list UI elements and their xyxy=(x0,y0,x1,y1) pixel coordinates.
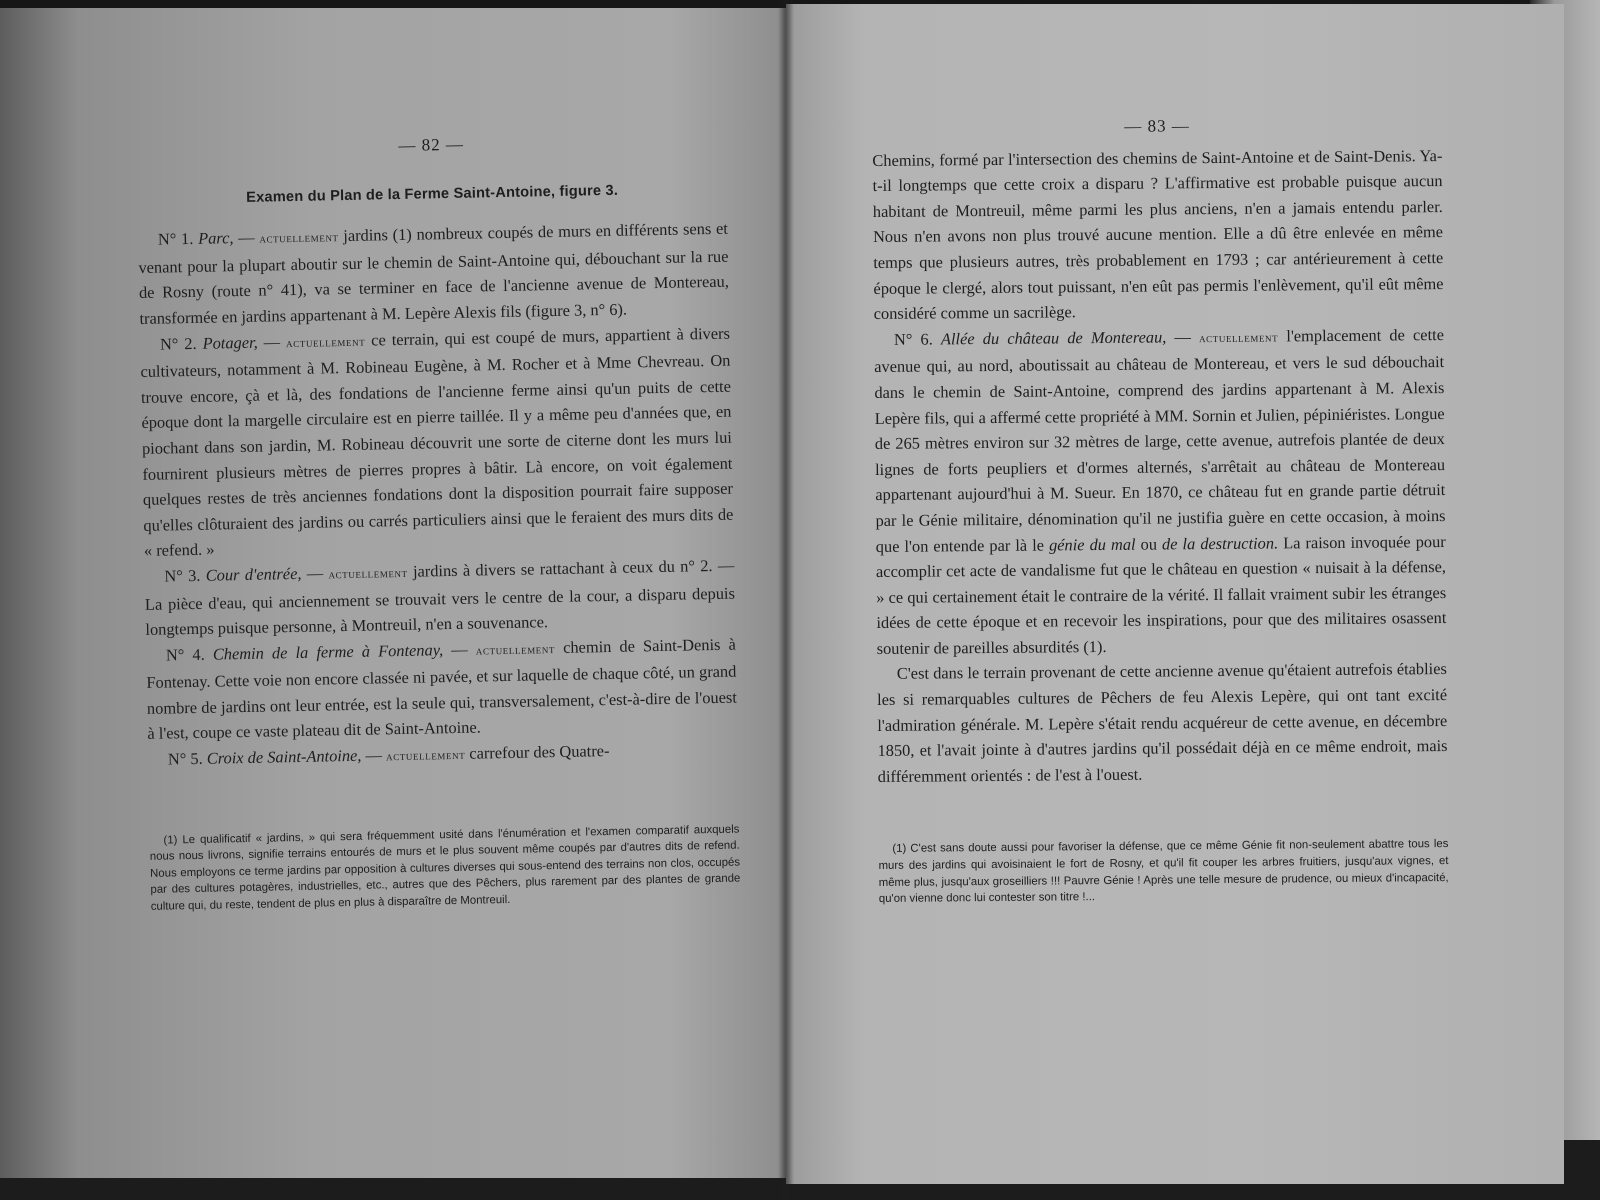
entry-number: N° 2. xyxy=(159,333,197,354)
entry-text: ce terrain, qui est coupé de murs, appartient à divers cultivateurs, notamment à M. Robineau Eugène, à M. Rocher et à Mme Chevreau. On trouve encore, çà et là, des fondations de l'ancienne ferme ainsi qu'un puits de cette époque dont la margelle circulaire est en pierre taillée. Il y a même peu d'années que, en piochant dans son jardin, M. Robineau découvrit une sorte de citerne dont les murs lui fournirent plusieurs mètres de pierres propres à bâtir. Là encore, on voit également quelques restes de très anciennes fondations dont la disposition pourrait faire supposer qu'elles clôturaient des jardins ou carrés particuliers ainsi que le feraient des murs dits de « refend. » xyxy=(140,323,734,561)
entry-emphasis-2: de la destruction. xyxy=(1161,532,1279,553)
entry-6 xyxy=(874,322,1447,662)
entry-number: N° 6. xyxy=(893,329,933,349)
page-number-right: — 83 — xyxy=(1124,116,1190,136)
entry-actuel: actuellement xyxy=(475,641,556,658)
entry-title: Croix de Saint-Antoine, xyxy=(206,745,362,768)
footnote-text: (1) Le qualificatif « jardins, » qui sera fréquemment usité dans l'énumération et l'examen comparatif auxquels nous nous livrons, signifie terrains entourés de murs et le plus souvent même coupés par d'autres dits de refend. Nous employons ce terme jardins par opposition à cultures diverses qui sous-entend des terrains non clos, occupés par des cultures potagères, industrielles, etc., autres que des Pêchers, plus rarement par des plantes de grande culture qui, du reste, tendent de plus en plus à disparaître de Montreuil. xyxy=(149,823,741,913)
entry-text-a: l'emplacement de cette avenue qui, au nord, aboutissait au château de Montereau, et vers le sud débouchait dans le chemin de Saint-Antoine, comprend des jardins appartenant à M. Alexis Lepère fils, qui a affermé cette propriété à MM. Sornin et Julien, pépiniéristes. Longue de 265 mètres environ sur 32 mètres de large, cette avenue, autrefois plantée de deux lignes de forts peupliers et d'ormes alternés, s'arrêtait au château de Montereau appartenant aujourd'hui à M. Sueur. En 1870, ce château fut en grande partie détruit par le Génie militaire, dénomination qu'il ne justifia guère en cette occasion, à moins que l'on entende par là le xyxy=(874,324,1446,556)
footnote-right xyxy=(878,836,1449,907)
book-gutter xyxy=(778,0,794,1200)
footnote-left xyxy=(149,821,740,915)
entry-text: jardins (1) nombreux coupés de murs en différents sens et venant pour la plupart aboutir sur le chemin de Saint-Antoine qui, débouchant sur la rue de Rosny (route n° 41), va se terminer en face de l'ancienne avenue de Montereau, transformée en jardins appartenant à M. Lepère Alexis fils (figure 3, n° 6). xyxy=(138,218,730,328)
entry-actuel: actuellement xyxy=(328,565,408,582)
entry-actuel: actuellement xyxy=(1198,330,1279,345)
entry-2 xyxy=(140,320,734,564)
entry-number: N° 4. xyxy=(165,644,205,665)
entry-ou: ou xyxy=(1140,534,1158,554)
right-page xyxy=(786,4,1564,1184)
page-number-left: — 82 — xyxy=(398,134,465,155)
left-page xyxy=(0,8,786,1178)
entry-number: N° 3. xyxy=(164,565,201,586)
entry-title: Potager, xyxy=(202,332,258,353)
entry-text-b: La raison invoquée pour accomplir cet acte de vandalisme fut que le château en question « nuisait à la défense, » ce qui certainement était le contraire de la vérité. Il fallait vraiment subir les étranges idées de cette époque et en recevoir les inspirations, pour que des militaires osassent soutenir de pareilles absurdités (1). xyxy=(875,531,1447,658)
entry-4 xyxy=(146,631,738,747)
entry-text: jardins à divers se rattachant à ceux du n° 2. — La pièce d'eau, qui anciennement se trouvait vers le centre de la cour, a disparu depuis longtemps puisque personne, à Montreuil, n'en a souvenance. xyxy=(144,555,736,640)
entry-emphasis-1: génie du mal xyxy=(1048,534,1136,554)
entry-title: Parc, xyxy=(197,228,234,249)
entry-dash: — xyxy=(365,745,383,765)
footnote-text: (1) C'est sans doute aussi pour favoriser la défense, que ce même Génie fit non-seulement abattre tous les murs des jardins qui avoisinaient le fort de Rosny, et qu'il fit couper les arbres fruitiers, jusqu'aux vignes, et même plus, jusqu'aux groseilliers !!! Pauvre Génie ! Après une telle mesure de prudence, ou mieux d'incapacité, qu'on vienne donc lui contester son titre !... xyxy=(878,838,1449,906)
entry-text: carrefour des Quatre- xyxy=(469,741,610,763)
continuation-paragraph: Chemins, formé par l'intersection des chemins de Saint-Antoine et de Saint-Denis. Ya-t-il longtemps que cette croix a disparu ? L'affirmative est probable puisque aucun habitant de Montreuil, même parmi les plus anciens, n'en a jamais entendu parler. Nous n'en avons non plus trouvé aucune mention. Elle a dû être enlevée en même temps que plusieurs autres, très probablement en 1793 ; car antérieurement à cette époque le clergé, alors tout puissant, n'en eût pas permis l'enlèvement, qu'il eût même considéré comme un sacrilège. xyxy=(872,145,1444,324)
right-page-content xyxy=(872,111,1449,908)
entry-actuel: actuellement xyxy=(285,334,366,350)
entry-text: chemin de Saint-Denis à Fontenay. Cette voie non encore classée ni pavée, et sur laquelle de chaque côté, un grand nombre de jardins ont leur entrée, est la seule qui, transversalement, c'est-à-dire de l'ouest à l'est, coupe ce vaste plateau dit de Saint-Antoine. xyxy=(146,634,738,744)
entry-title: Allée du château de Montereau, xyxy=(940,327,1167,349)
entry-dash: — xyxy=(238,227,255,248)
entry-dash: — xyxy=(306,563,324,583)
entry-title: Cour d'entrée, xyxy=(205,563,302,585)
section-heading: Examen du Plan de la Ferme Saint-Antoine, figure 3. xyxy=(246,182,619,206)
lepere-paragraph: C'est dans le terrain provenant de cette ancienne avenue qu'étaient autrefois établies les si remarquables cultures de Pêchers de feu Alexis Lepère, qui ont tant excité l'admiration générale. M. Lepère s'était rendu acquéreur de cette avenue, en décembre 1850, et l'avait jointe à d'autres jardins qu'il possédait déjà en ce même endroit, mais différemment orientés : de l'est à l'ouest. xyxy=(877,659,1448,786)
entry-dash: — xyxy=(451,639,468,659)
entry-dash: — xyxy=(1174,326,1191,347)
entry-1 xyxy=(138,216,730,332)
left-page-content xyxy=(136,127,741,916)
entry-actuel: actuellement xyxy=(259,230,339,246)
entry-title: Chemin de la ferme à Fontenay, xyxy=(212,639,444,664)
entry-actuel: actuellement xyxy=(385,747,466,764)
entry-3 xyxy=(144,553,735,643)
entry-dash: — xyxy=(263,331,281,352)
entry-number: N° 1. xyxy=(157,229,194,249)
entry-number: N° 5. xyxy=(167,748,203,769)
